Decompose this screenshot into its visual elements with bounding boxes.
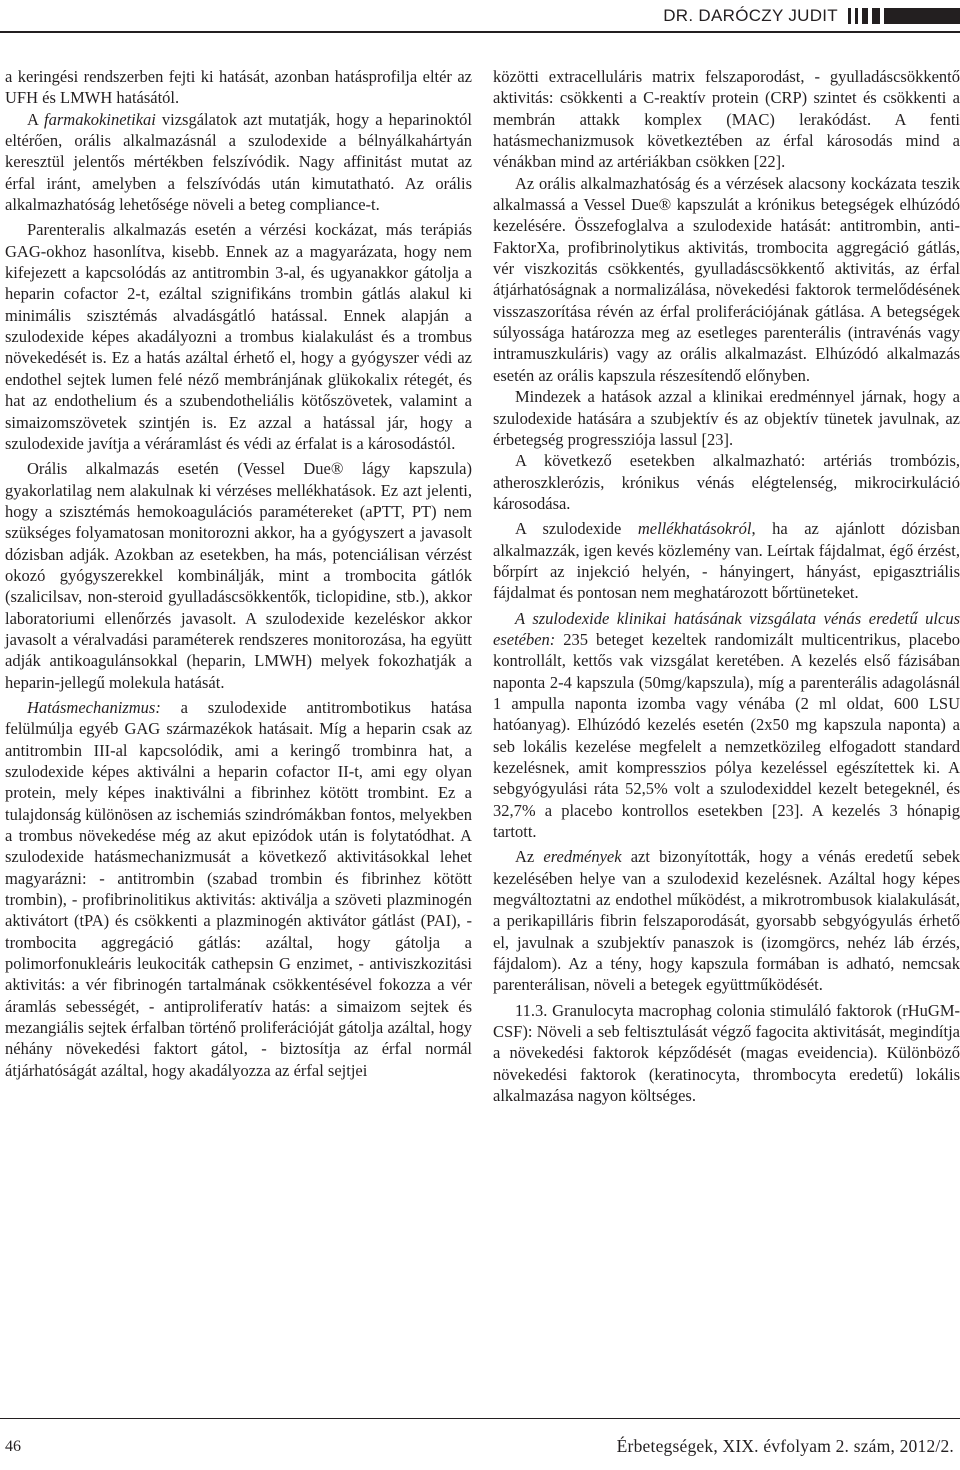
running-header-author: DR. DARÓCZY JUDIT <box>663 6 838 25</box>
paragraph: Hatásmechanizmus: a szulodexide antitrombotikus hatása felülmúlja egyéb GAG származékok hatásait. Míg a heparin csak az antitrombin III-al kapcsolódik, ami a keringő trombinra hat, a szulodexide képes aktiválni a heparin cofactor II-t, ami egy olyan protein, mely képes inaktiválni a fibrinhez kötött trombint. Ez a tulajdonság különösen az ischemiás szindrómákban fontos, melyekben a trombus növekedése még az akut epizódok után is folytatódhat. A szulodexide hatásmechanizmusát a következő aktivitásokkal lehet magyarázni: - antitrombin (szabad trombin és fibrinhez kötött trombin), - profibrinolitikus aktivitás: aktiválja a szöveti plazminogén aktivátort (tPA) és csökkenti a plazminogén aktivátor gátlást (PAI), - trombocita aggregáció gátlás: azáltal, hogy gátolja a polimorfonukleáris leukociták cathepsin G enzimet, - antiviszkozitási aktivitás: a vér fibrinogén tartalmának csökkentésével fokozza a vér áramlás sebességét, - antiproliferatív hatás: a simaizom sejtek és mezangiális sejtek érfalban történő proliferációját gátolja azáltal, hogy néhány növekedési faktort gátol, - biztosítja az érfal normál átjárhatóságát azáltal, hogy akadályozza az érfal sejtjei <box>5 697 472 1080</box>
paragraph: A következő esetekben alkalmazható: artériás trombózis, atheroszklerózis, krónikus vénás elégtelenség, mikrocirkuláció károsodása. <box>493 451 960 513</box>
left-column <box>5 66 472 1081</box>
paragraph: Parenteralis alkalmazás esetén a vérzési kockázat, más terápiás GAG-okhoz hasonlítva, kisebb. Ennek az a magyarázata, hogy nem kifejezett a kapcsolódás az antitrombin 3-al, és ugyanakkor gátolja a heparin cofactor 2-t, ezáltal szignifikáns trombin gátlás alakul ki minimális szisztémás alvadásgátló hatással. Ennek alapján a szulodexide képes akadályozni a trombus kialakulást és a trombus növekedését is. Ez a hatás azáltal érhető el, hogy a gyógyszer védi az endothel sejtek lumen felé néző membránjának glükokalix rétegét, és hat az endothelium és a szubendotheliális kötőszövetek, valamint a simaizomszövetek szintjén is. Ez azzal a hatással jár, hogy a szulodexide javítja a véráramlást és védi az érfalat is a károsodástól. <box>5 220 472 453</box>
paragraph: A farmakokinetikai vizsgálatok azt mutatják, hogy a heparinoktól eltérően, orális alkalmazásnál a szulodexide a bélnyálkahártyán keresztül jelentős mértékben felszívódik. Nagy affinitást mutat az érfal iránt, amelyben a felszívódás után kimutatható. Az orális alkalmazhatóság lehetősége növeli a beteg compliance-t. <box>5 109 472 215</box>
paragraph: A szulodexide klinikai hatásának vizsgálata vénás eredetű ulcus esetében: 235 beteget kezeltek randomizált multicentrikus, placebo kontrollált, kettős vak vizsgálat keretében. A kezelés első fázisában naponta 2-4 kapszula (50mg/kapszula), míg a parenterális adagolásnál 1 ampulla naponta izomba vagy vénába (2 ml oldat, 600 LSU hatóanyag). Elhúzódó kezelés esetén (2x50 mg kapszula naponta) a seb lokális kezelése megfelelt a nemzetközileg elfogadott standard kezelésnek, amit kompresszios pólya kezeléssel egészítettek ki. A sebgyógyulási ráta 52,5% volt a szulodexiddel kezelt betegeknél, és 32,7% a placebo kontrollos esetekben [23]. A kezelés 3 hónapig tartott. <box>493 608 960 842</box>
footer-rule <box>0 1418 960 1419</box>
paragraph: Orális alkalmazás esetén (Vessel Due® lágy kapszula) gyakorlatilag nem alakulnak ki vérzéses mellékhatások. Ez azt jelenti, hogy a szisztémás hemokoagulációs paramétereket (aPTT, PT) nem szükséges folyamatosan monitorozni akkor, ha a gyógyszert a javasolt dózisban adják. Azokban az esetekben, ha más, potenciálisan vérzést okozó gyógyszerekkel kombinálják, mint a trombocita gátlók (szalicilsav, non-steroid gyulladáscsökkentők, ticlopidine, stb.), akkor laboratoriumi ellenőrzés javasolt. A szulodexide kezeléskor akkor javasolt a véralvadási paraméterek rendszeres monitorozása, ha együtt adják antikoagulánsokkal (heparin, LMWH) melyek fokozhatják a heparin-jellegű molekula hatását. <box>5 459 472 692</box>
paragraph: Az orális alkalmazhatóság és a vérzések alacsony kockázata teszik alkalmassá a Vessel Due® kapszulát a krónikus betegségek elhúzódó kezelésére. Összefoglalva a szulodexide hatását: antitrombin, anti-FaktorXa, profibrinolytikus aktivitás, trombocita aggregáció gátlás, vér viszkozitás csökkentés, gyulladáscsökkentő aktivitás, az érfal átjárhatóságnak a normalizálása, növekedési faktorok termelődésének visszaszorítása révén az érfal proliferációjának gátlása. A betegségek súlyossága határozza meg az esetleges parenterális (intravénás vagy intramuszkuláris) vagy az orális alkalmazást. Elhúzódó alkalmazás esetén az orális kapszula részesítendő előnyben. <box>493 173 960 385</box>
header-decorative-bars <box>848 8 960 24</box>
paragraph: 11.3. Granulocyta macrophag colonia stimuláló faktorok (rHuGM-CSF): Növeli a seb feltisztulását végző fagocita aktivitását, megindítja a növekedési faktorok képződését (magas eveidencia). Különböző növekedési faktorok (keratinocyta, thrombocyta eredetű) lokális alkalmazása nagyon költséges. <box>493 1000 960 1106</box>
paragraph: Mindezek a hatások azzal a klinikai eredménnyel járnak, hogy a szulodexide hatására a szubjektív és az objektív tünetek javulnak, az érbetegség progressziója lassul [23]. <box>493 387 960 449</box>
paragraph: A szulodexide mellékhatásokról, ha az ajánlott dózisban alkalmazzák, igen kevés közlemény van. Leírtak fájdalmat, égő érzést, bőrpírt az injekció helyén, - hányingert, hányást, epigasztriális fájdalmat és pontosan nem meghatározott bőrtüneteket. <box>493 519 960 603</box>
right-column <box>493 66 960 1107</box>
paragraph: Az eredmények azt bizonyították, hogy a vénás eredetű sebek kezelésében helye van a szulodexid kezelésnek. Azáltal hogy képes megváltoztatni az endothel működést, a mikrotrombusok kialakulását, a perikapilláris fibrin felszaporodását, gyorsabb sebgyógyulás érhető el, javulnak a szubjektív panaszok is (izomgörcs, nehéz láb érzés, fájdalom). Az a tény, hogy kapszula formában is adható, nemcsak parenterálisan, növeli a betegek együttműködését. <box>493 847 960 995</box>
page-number: 46 <box>5 1438 21 1455</box>
paragraph: a keringési rendszerben fejti ki hatását, azonban hatásprofilja eltér az UFH és LMWH hatásától. <box>5 67 472 108</box>
paragraph: közötti extracelluláris matrix felszaporodást, - gyulladáscsökkentő aktivitás: csökkenti a C-reaktív protein (CRP) szintet és csökkenti a membrán attakk komplex (MAC) lerakódást. A fenti hatásmechanizmusok következtében az érfal károsodás mind a vénákban mind az artériákban csökken [22]. <box>493 67 960 172</box>
header-rule <box>0 31 960 33</box>
journal-info: Érbetegségek, XIX. évfolyam 2. szám, 2012/2. <box>616 1436 954 1456</box>
